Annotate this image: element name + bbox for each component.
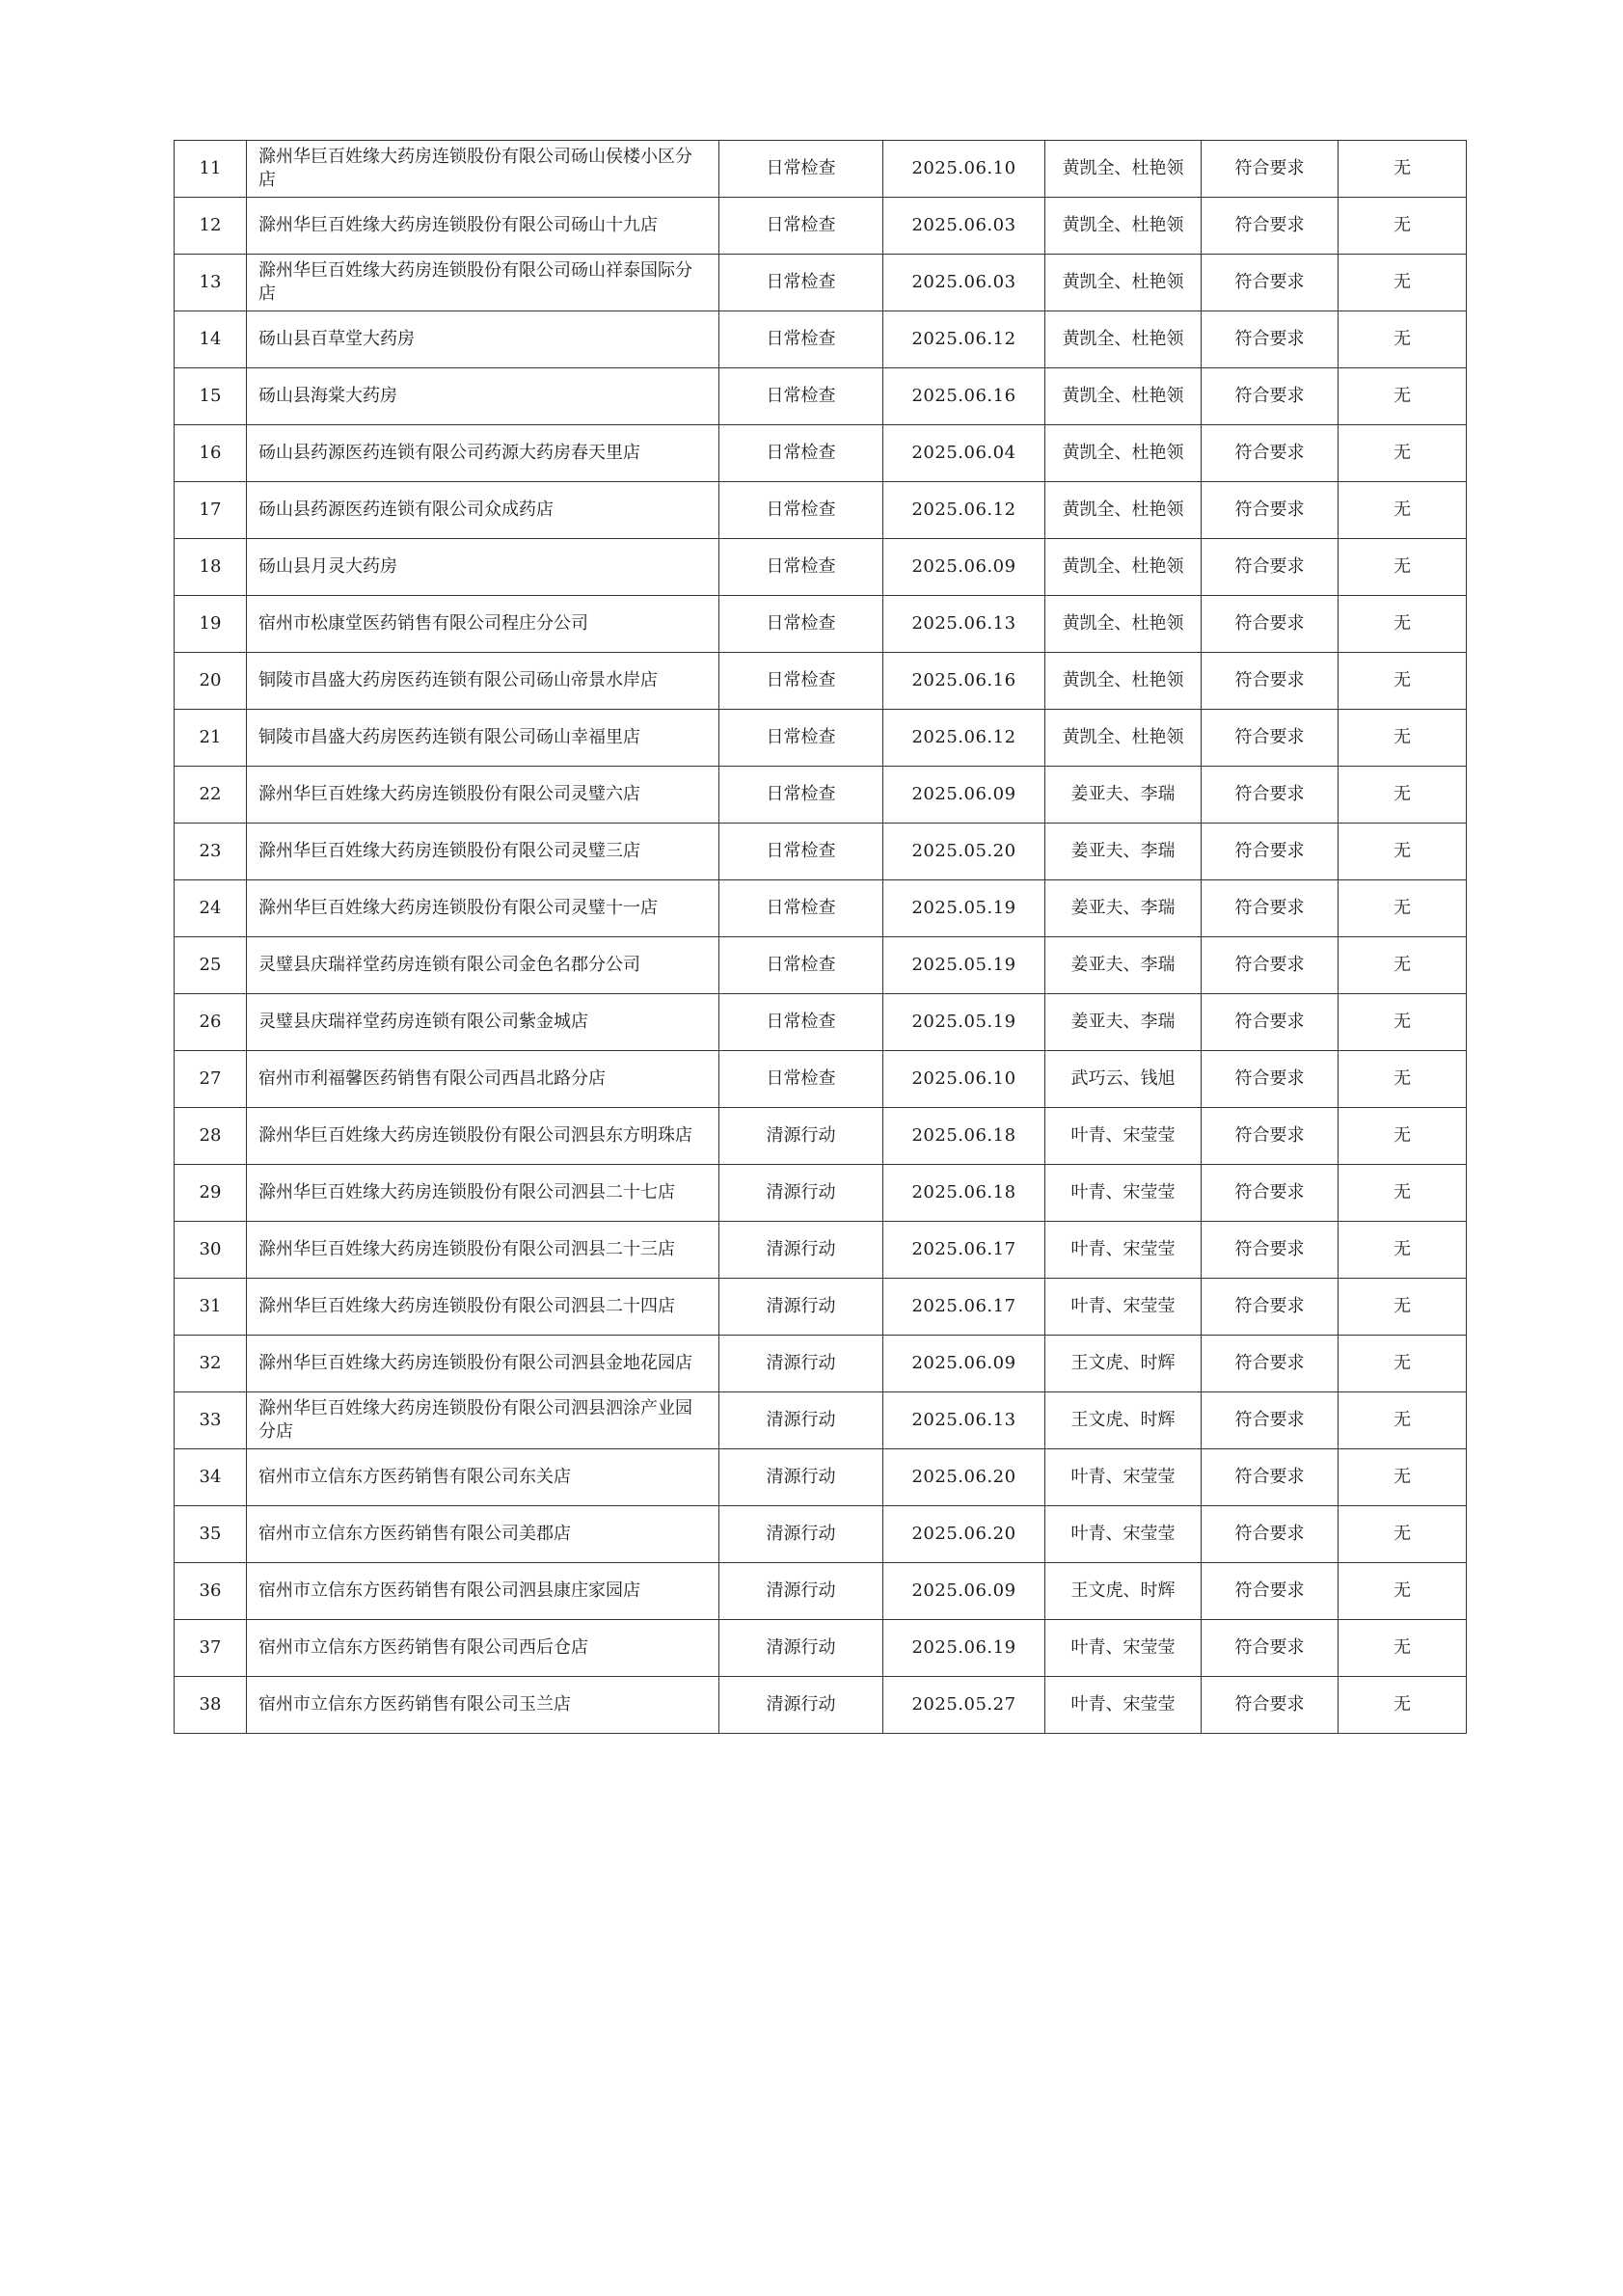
check-type-cell: 日常检查 <box>719 368 883 425</box>
table-row <box>175 311 1467 368</box>
inspectors-cell: 王文虎、时辉 <box>1045 1392 1202 1449</box>
result-cell: 符合要求 <box>1202 482 1339 539</box>
check-type-cell: 日常检查 <box>719 710 883 767</box>
result-cell: 符合要求 <box>1202 1336 1339 1392</box>
inspectors-cell: 黄凯全、杜艳领 <box>1045 255 1202 311</box>
table-row <box>175 1620 1467 1677</box>
check-type-cell: 清源行动 <box>719 1563 883 1620</box>
note-cell: 无 <box>1339 1165 1467 1222</box>
check-type-cell: 日常检查 <box>719 824 883 880</box>
row-number-cell: 23 <box>175 824 247 880</box>
result-cell: 符合要求 <box>1202 1279 1339 1336</box>
inspectors-cell: 姜亚夫、李瑞 <box>1045 880 1202 937</box>
result-cell: 符合要求 <box>1202 1222 1339 1279</box>
inspectors-cell: 黄凯全、杜艳领 <box>1045 596 1202 653</box>
row-number-cell: 35 <box>175 1506 247 1563</box>
store-name-cell: 砀山县百草堂大药房 <box>247 311 719 368</box>
inspectors-cell: 黄凯全、杜艳领 <box>1045 425 1202 482</box>
store-name-cell: 宿州市立信东方医药销售有限公司美郡店 <box>247 1506 719 1563</box>
check-date-cell: 2025.06.20 <box>883 1449 1045 1506</box>
store-name-cell: 滁州华巨百姓缘大药房连锁股份有限公司泗县二十三店 <box>247 1222 719 1279</box>
result-cell: 符合要求 <box>1202 1108 1339 1165</box>
store-name-cell: 滁州华巨百姓缘大药房连锁股份有限公司灵璧六店 <box>247 767 719 824</box>
note-cell: 无 <box>1339 1449 1467 1506</box>
inspectors-cell: 姜亚夫、李瑞 <box>1045 824 1202 880</box>
note-cell: 无 <box>1339 1279 1467 1336</box>
check-date-cell: 2025.05.19 <box>883 937 1045 994</box>
check-date-cell: 2025.05.27 <box>883 1677 1045 1734</box>
table-row <box>175 937 1467 994</box>
note-cell: 无 <box>1339 198 1467 255</box>
inspectors-cell: 叶青、宋莹莹 <box>1045 1165 1202 1222</box>
check-date-cell: 2025.06.18 <box>883 1165 1045 1222</box>
store-name-cell: 砀山县月灵大药房 <box>247 539 719 596</box>
inspection-table <box>174 140 1467 1734</box>
table-row <box>175 1506 1467 1563</box>
row-number-cell: 14 <box>175 311 247 368</box>
inspectors-cell: 黄凯全、杜艳领 <box>1045 482 1202 539</box>
check-date-cell: 2025.06.03 <box>883 198 1045 255</box>
note-cell: 无 <box>1339 1392 1467 1449</box>
check-date-cell: 2025.05.19 <box>883 994 1045 1051</box>
result-cell: 符合要求 <box>1202 198 1339 255</box>
note-cell: 无 <box>1339 824 1467 880</box>
note-cell: 无 <box>1339 482 1467 539</box>
inspectors-cell: 黄凯全、杜艳领 <box>1045 710 1202 767</box>
note-cell: 无 <box>1339 368 1467 425</box>
check-date-cell: 2025.06.13 <box>883 596 1045 653</box>
check-type-cell: 日常检查 <box>719 482 883 539</box>
inspectors-cell: 王文虎、时辉 <box>1045 1336 1202 1392</box>
table-row <box>175 1449 1467 1506</box>
row-number-cell: 32 <box>175 1336 247 1392</box>
table-row <box>175 425 1467 482</box>
check-date-cell: 2025.06.17 <box>883 1279 1045 1336</box>
store-name-cell: 砀山县药源医药连锁有限公司众成药店 <box>247 482 719 539</box>
row-number-cell: 18 <box>175 539 247 596</box>
store-name-cell: 滁州华巨百姓缘大药房连锁股份有限公司灵璧三店 <box>247 824 719 880</box>
check-date-cell: 2025.06.12 <box>883 482 1045 539</box>
check-type-cell: 日常检查 <box>719 141 883 198</box>
store-name-cell: 宿州市松康堂医药销售有限公司程庄分公司 <box>247 596 719 653</box>
row-number-cell: 29 <box>175 1165 247 1222</box>
result-cell: 符合要求 <box>1202 710 1339 767</box>
table-row <box>175 824 1467 880</box>
inspectors-cell: 王文虎、时辉 <box>1045 1563 1202 1620</box>
result-cell: 符合要求 <box>1202 1563 1339 1620</box>
result-cell: 符合要求 <box>1202 824 1339 880</box>
check-date-cell: 2025.06.19 <box>883 1620 1045 1677</box>
result-cell: 符合要求 <box>1202 1051 1339 1108</box>
inspectors-cell: 黄凯全、杜艳领 <box>1045 141 1202 198</box>
result-cell: 符合要求 <box>1202 368 1339 425</box>
row-number-cell: 19 <box>175 596 247 653</box>
store-name-cell: 滁州华巨百姓缘大药房连锁股份有限公司泗县泗涂产业园分店 <box>247 1392 719 1449</box>
note-cell: 无 <box>1339 1677 1467 1734</box>
result-cell: 符合要求 <box>1202 1449 1339 1506</box>
table-row <box>175 1165 1467 1222</box>
table-row <box>175 198 1467 255</box>
check-date-cell: 2025.06.18 <box>883 1108 1045 1165</box>
check-type-cell: 日常检查 <box>719 255 883 311</box>
note-cell: 无 <box>1339 1336 1467 1392</box>
check-type-cell: 日常检查 <box>719 425 883 482</box>
inspectors-cell: 武巧云、钱旭 <box>1045 1051 1202 1108</box>
store-name-cell: 宿州市立信东方医药销售有限公司东关店 <box>247 1449 719 1506</box>
check-type-cell: 日常检查 <box>719 767 883 824</box>
check-date-cell: 2025.06.10 <box>883 1051 1045 1108</box>
check-type-cell: 日常检查 <box>719 653 883 710</box>
check-type-cell: 清源行动 <box>719 1677 883 1734</box>
table-row <box>175 1279 1467 1336</box>
check-type-cell: 日常检查 <box>719 596 883 653</box>
note-cell: 无 <box>1339 311 1467 368</box>
check-type-cell: 日常检查 <box>719 994 883 1051</box>
check-date-cell: 2025.06.12 <box>883 710 1045 767</box>
inspectors-cell: 黄凯全、杜艳领 <box>1045 368 1202 425</box>
note-cell: 无 <box>1339 255 1467 311</box>
check-date-cell: 2025.06.13 <box>883 1392 1045 1449</box>
note-cell: 无 <box>1339 653 1467 710</box>
store-name-cell: 滁州华巨百姓缘大药房连锁股份有限公司泗县二十七店 <box>247 1165 719 1222</box>
check-date-cell: 2025.06.16 <box>883 653 1045 710</box>
store-name-cell: 铜陵市昌盛大药房医药连锁有限公司砀山幸福里店 <box>247 710 719 767</box>
check-date-cell: 2025.06.09 <box>883 539 1045 596</box>
check-type-cell: 日常检查 <box>719 937 883 994</box>
store-name-cell: 滁州华巨百姓缘大药房连锁股份有限公司砀山十九店 <box>247 198 719 255</box>
note-cell: 无 <box>1339 1108 1467 1165</box>
row-number-cell: 28 <box>175 1108 247 1165</box>
row-number-cell: 36 <box>175 1563 247 1620</box>
note-cell: 无 <box>1339 425 1467 482</box>
check-date-cell: 2025.06.09 <box>883 1563 1045 1620</box>
store-name-cell: 铜陵市昌盛大药房医药连锁有限公司砀山帝景水岸店 <box>247 653 719 710</box>
note-cell: 无 <box>1339 1222 1467 1279</box>
inspectors-cell: 叶青、宋莹莹 <box>1045 1677 1202 1734</box>
result-cell: 符合要求 <box>1202 1506 1339 1563</box>
inspectors-cell: 叶青、宋莹莹 <box>1045 1449 1202 1506</box>
table-row <box>175 1392 1467 1449</box>
check-type-cell: 清源行动 <box>719 1449 883 1506</box>
note-cell: 无 <box>1339 767 1467 824</box>
check-type-cell: 清源行动 <box>719 1506 883 1563</box>
inspection-table-body <box>175 141 1467 1734</box>
row-number-cell: 12 <box>175 198 247 255</box>
table-row <box>175 596 1467 653</box>
check-type-cell: 清源行动 <box>719 1279 883 1336</box>
row-number-cell: 16 <box>175 425 247 482</box>
note-cell: 无 <box>1339 141 1467 198</box>
row-number-cell: 17 <box>175 482 247 539</box>
result-cell: 符合要求 <box>1202 767 1339 824</box>
table-row <box>175 368 1467 425</box>
table-row <box>175 141 1467 198</box>
inspectors-cell: 黄凯全、杜艳领 <box>1045 311 1202 368</box>
row-number-cell: 30 <box>175 1222 247 1279</box>
result-cell: 符合要求 <box>1202 141 1339 198</box>
note-cell: 无 <box>1339 994 1467 1051</box>
store-name-cell: 宿州市立信东方医药销售有限公司玉兰店 <box>247 1677 719 1734</box>
table-row <box>175 482 1467 539</box>
check-date-cell: 2025.06.10 <box>883 141 1045 198</box>
store-name-cell: 灵璧县庆瑞祥堂药房连锁有限公司紫金城店 <box>247 994 719 1051</box>
result-cell: 符合要求 <box>1202 994 1339 1051</box>
row-number-cell: 31 <box>175 1279 247 1336</box>
note-cell: 无 <box>1339 539 1467 596</box>
note-cell: 无 <box>1339 937 1467 994</box>
inspectors-cell: 姜亚夫、李瑞 <box>1045 767 1202 824</box>
store-name-cell: 滁州华巨百姓缘大药房连锁股份有限公司泗县金地花园店 <box>247 1336 719 1392</box>
row-number-cell: 26 <box>175 994 247 1051</box>
table-row <box>175 1222 1467 1279</box>
check-date-cell: 2025.06.03 <box>883 255 1045 311</box>
row-number-cell: 24 <box>175 880 247 937</box>
note-cell: 无 <box>1339 1051 1467 1108</box>
store-name-cell: 滁州华巨百姓缘大药房连锁股份有限公司泗县东方明珠店 <box>247 1108 719 1165</box>
check-type-cell: 清源行动 <box>719 1222 883 1279</box>
result-cell: 符合要求 <box>1202 596 1339 653</box>
store-name-cell: 宿州市立信东方医药销售有限公司西后仓店 <box>247 1620 719 1677</box>
check-type-cell: 清源行动 <box>719 1336 883 1392</box>
store-name-cell: 滁州华巨百姓缘大药房连锁股份有限公司泗县二十四店 <box>247 1279 719 1336</box>
inspectors-cell: 黄凯全、杜艳领 <box>1045 198 1202 255</box>
table-row <box>175 1677 1467 1734</box>
check-type-cell: 日常检查 <box>719 311 883 368</box>
table-row <box>175 994 1467 1051</box>
check-type-cell: 日常检查 <box>719 198 883 255</box>
row-number-cell: 33 <box>175 1392 247 1449</box>
row-number-cell: 34 <box>175 1449 247 1506</box>
result-cell: 符合要求 <box>1202 539 1339 596</box>
check-type-cell: 清源行动 <box>719 1620 883 1677</box>
check-date-cell: 2025.05.19 <box>883 880 1045 937</box>
table-row <box>175 255 1467 311</box>
note-cell: 无 <box>1339 596 1467 653</box>
check-type-cell: 清源行动 <box>719 1165 883 1222</box>
result-cell: 符合要求 <box>1202 311 1339 368</box>
store-name-cell: 灵璧县庆瑞祥堂药房连锁有限公司金色名郡分公司 <box>247 937 719 994</box>
table-row <box>175 539 1467 596</box>
row-number-cell: 25 <box>175 937 247 994</box>
inspectors-cell: 姜亚夫、李瑞 <box>1045 937 1202 994</box>
store-name-cell: 砀山县海棠大药房 <box>247 368 719 425</box>
check-type-cell: 日常检查 <box>719 880 883 937</box>
row-number-cell: 38 <box>175 1677 247 1734</box>
check-date-cell: 2025.05.20 <box>883 824 1045 880</box>
note-cell: 无 <box>1339 710 1467 767</box>
check-type-cell: 清源行动 <box>719 1392 883 1449</box>
store-name-cell: 砀山县药源医药连锁有限公司药源大药房春天里店 <box>247 425 719 482</box>
row-number-cell: 11 <box>175 141 247 198</box>
row-number-cell: 37 <box>175 1620 247 1677</box>
result-cell: 符合要求 <box>1202 937 1339 994</box>
row-number-cell: 21 <box>175 710 247 767</box>
note-cell: 无 <box>1339 1506 1467 1563</box>
check-date-cell: 2025.06.09 <box>883 1336 1045 1392</box>
row-number-cell: 15 <box>175 368 247 425</box>
check-type-cell: 日常检查 <box>719 539 883 596</box>
inspectors-cell: 黄凯全、杜艳领 <box>1045 653 1202 710</box>
store-name-cell: 宿州市立信东方医药销售有限公司泗县康庄家园店 <box>247 1563 719 1620</box>
inspectors-cell: 叶青、宋莹莹 <box>1045 1222 1202 1279</box>
inspectors-cell: 叶青、宋莹莹 <box>1045 1108 1202 1165</box>
row-number-cell: 13 <box>175 255 247 311</box>
check-type-cell: 日常检查 <box>719 1051 883 1108</box>
note-cell: 无 <box>1339 1563 1467 1620</box>
inspectors-cell: 叶青、宋莹莹 <box>1045 1620 1202 1677</box>
result-cell: 符合要求 <box>1202 425 1339 482</box>
note-cell: 无 <box>1339 1620 1467 1677</box>
check-date-cell: 2025.06.09 <box>883 767 1045 824</box>
inspectors-cell: 姜亚夫、李瑞 <box>1045 994 1202 1051</box>
row-number-cell: 22 <box>175 767 247 824</box>
check-date-cell: 2025.06.20 <box>883 1506 1045 1563</box>
result-cell: 符合要求 <box>1202 1620 1339 1677</box>
inspectors-cell: 黄凯全、杜艳领 <box>1045 539 1202 596</box>
table-row <box>175 767 1467 824</box>
store-name-cell: 滁州华巨百姓缘大药房连锁股份有限公司灵璧十一店 <box>247 880 719 937</box>
check-date-cell: 2025.06.16 <box>883 368 1045 425</box>
store-name-cell: 宿州市利福馨医药销售有限公司西昌北路分店 <box>247 1051 719 1108</box>
result-cell: 符合要求 <box>1202 653 1339 710</box>
table-row <box>175 1336 1467 1392</box>
inspectors-cell: 叶青、宋莹莹 <box>1045 1506 1202 1563</box>
result-cell: 符合要求 <box>1202 1677 1339 1734</box>
check-type-cell: 清源行动 <box>719 1108 883 1165</box>
note-cell: 无 <box>1339 880 1467 937</box>
check-date-cell: 2025.06.04 <box>883 425 1045 482</box>
table-row <box>175 710 1467 767</box>
result-cell: 符合要求 <box>1202 880 1339 937</box>
store-name-cell: 滁州华巨百姓缘大药房连锁股份有限公司砀山侯楼小区分店 <box>247 141 719 198</box>
row-number-cell: 27 <box>175 1051 247 1108</box>
check-date-cell: 2025.06.17 <box>883 1222 1045 1279</box>
store-name-cell: 滁州华巨百姓缘大药房连锁股份有限公司砀山祥泰国际分店 <box>247 255 719 311</box>
table-row <box>175 880 1467 937</box>
table-row <box>175 1051 1467 1108</box>
check-date-cell: 2025.06.12 <box>883 311 1045 368</box>
table-row <box>175 653 1467 710</box>
table-row <box>175 1563 1467 1620</box>
row-number-cell: 20 <box>175 653 247 710</box>
inspectors-cell: 叶青、宋莹莹 <box>1045 1279 1202 1336</box>
result-cell: 符合要求 <box>1202 1392 1339 1449</box>
result-cell: 符合要求 <box>1202 255 1339 311</box>
table-row <box>175 1108 1467 1165</box>
result-cell: 符合要求 <box>1202 1165 1339 1222</box>
